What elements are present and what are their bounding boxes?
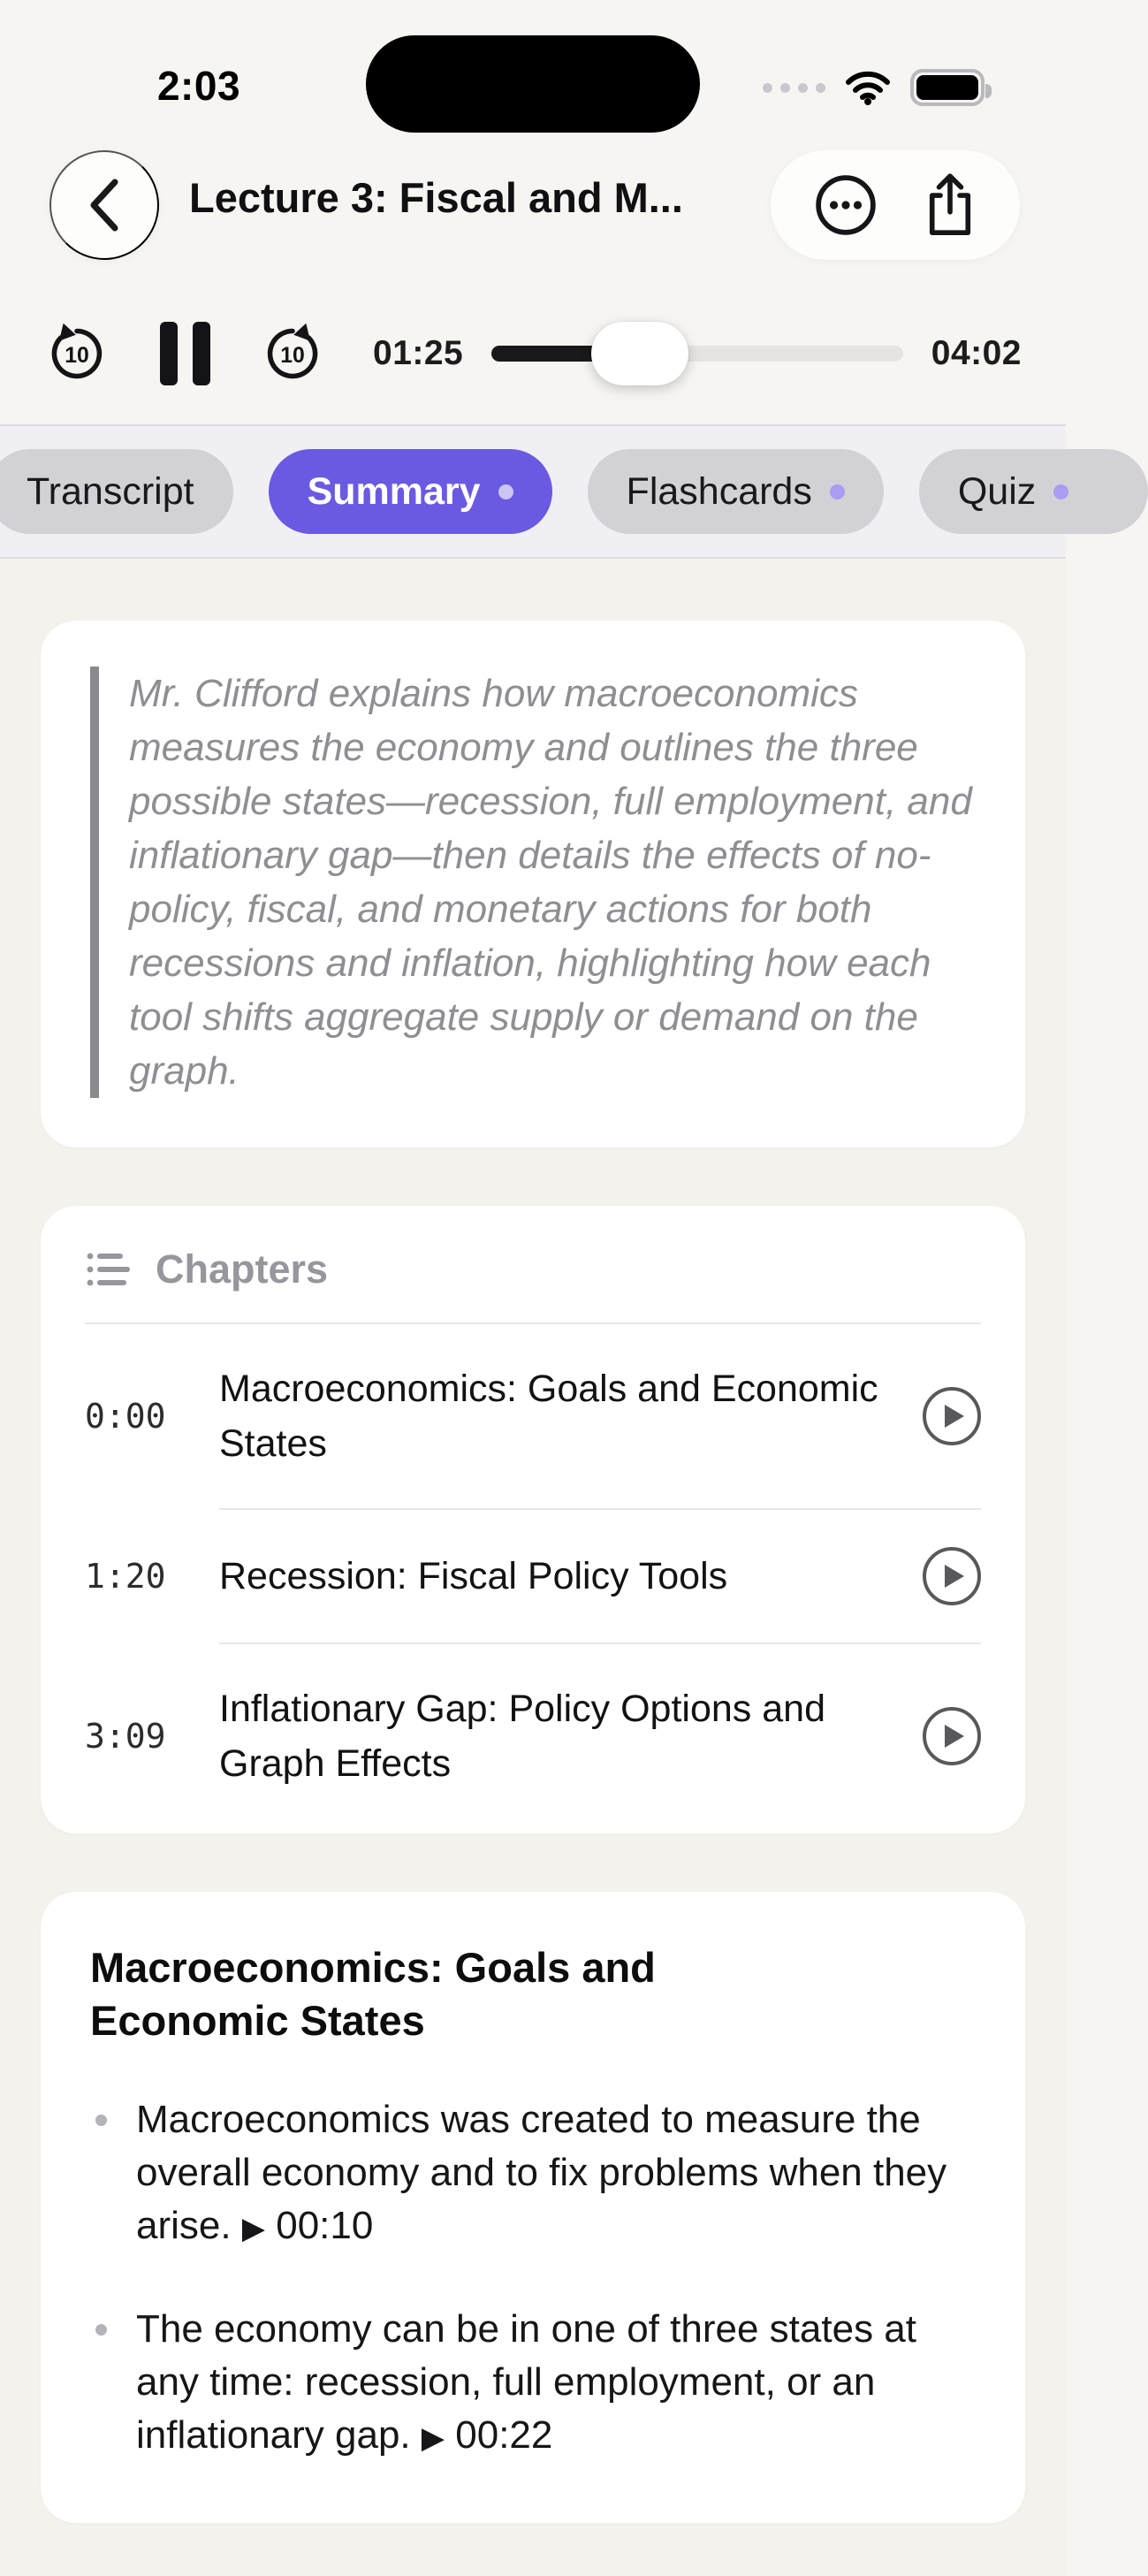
play-icon: ▶ (421, 2421, 445, 2455)
header-actions (771, 150, 1020, 260)
forward-10-icon (262, 323, 323, 385)
timestamp: 00:22 (455, 2413, 553, 2457)
bullet-list (90, 2093, 976, 2465)
chapter-time: 1:20 (85, 1557, 166, 1596)
skip-back-10-button[interactable] (46, 323, 108, 385)
chapters-header (85, 1246, 981, 1324)
chapter-summary-card (41, 1892, 1025, 2523)
tab-bar (0, 424, 1066, 559)
page-title: Lecture 3: Fiscal and M... (189, 174, 683, 221)
timestamp: 00:10 (276, 2204, 374, 2247)
summary-quote-card (41, 621, 1025, 1147)
tab-summary[interactable] (269, 449, 552, 534)
chapter-play-button[interactable] (923, 1387, 981, 1445)
play-icon (945, 1725, 964, 1748)
timestamp-link[interactable] (242, 2204, 374, 2247)
unread-dot (498, 484, 513, 499)
status-indicators (763, 69, 985, 106)
bullet-text: Macroeconomics was created to measure the overall economy and to fix problems when they arise. (136, 2098, 947, 2247)
skip-forward-10-button[interactable] (262, 323, 323, 385)
tab-quiz[interactable] (919, 449, 1148, 534)
list-icon (85, 1249, 133, 1290)
timestamp-link[interactable] (422, 2413, 553, 2457)
seek-track (491, 346, 903, 362)
unread-dot (1053, 484, 1068, 499)
tab-label: Flashcards (626, 469, 812, 513)
chapter-time: 0:00 (85, 1397, 166, 1436)
dynamic-island (366, 35, 700, 133)
chevron-left-icon (85, 177, 124, 233)
header (0, 150, 1066, 283)
chapters-card (41, 1206, 1025, 1833)
pause-button[interactable] (159, 322, 210, 385)
play-icon (945, 1405, 964, 1428)
chapter-title: Recession: Fiscal Policy Tools (219, 1555, 728, 1597)
summary-quote-text: Mr. Clifford explains how macroeconomics measures the economy and outlines the three possible states—recession, full employment, and inflationary gap—then details the effects of no-policy, fiscal, and monetary actions for both recessions and inflation, highlighting how each tool shifts aggregate supply or demand on the graph. (90, 667, 974, 1098)
tab-label: Summary (307, 469, 481, 513)
seek-thumb[interactable] (591, 322, 688, 385)
seek-bar[interactable] (491, 322, 903, 385)
bullet-item (90, 2303, 976, 2465)
play-icon (945, 1565, 964, 1588)
audio-player (0, 283, 1066, 424)
chapter-title: Inflationary Gap: Policy Options and Graph Effects (219, 1688, 825, 1785)
share-icon (922, 171, 978, 240)
chapter-title: Macroeconomics: Goals and Economic States (219, 1368, 878, 1465)
current-time: 01:25 (373, 334, 464, 372)
status-time: 2:03 (156, 63, 241, 109)
chapter-row[interactable] (85, 1510, 981, 1642)
status-bar (0, 0, 1066, 150)
chapter-play-button[interactable] (923, 1547, 981, 1605)
chapters-title: Chapters (156, 1246, 329, 1292)
chapter-row[interactable] (85, 1324, 981, 1508)
chapter-play-button[interactable] (923, 1707, 981, 1765)
tab-transcript[interactable] (0, 449, 233, 534)
tab-label: Transcript (27, 469, 194, 513)
summary-panel (0, 559, 1066, 2576)
bullet-item (90, 2093, 976, 2255)
svg-text:10: 10 (280, 344, 305, 369)
bullet-text: The economy can be in one of three states at any time: recession, full employment, or an inflationary gap. (136, 2307, 916, 2457)
share-button[interactable] (922, 171, 978, 240)
rewind-10-icon (46, 323, 108, 385)
chapter-time: 3:09 (85, 1717, 166, 1756)
back-button[interactable] (49, 150, 159, 260)
section-heading: Macroeconomics: Goals and Economic States (90, 1944, 656, 2044)
play-icon: ▶ (241, 2212, 265, 2245)
wifi-icon (845, 70, 891, 105)
cellular-signal-icon (763, 83, 825, 93)
more-options-button[interactable] (812, 171, 879, 239)
unread-dot (830, 484, 845, 499)
tab-flashcards[interactable] (588, 449, 884, 534)
ellipsis-circle-icon (812, 171, 879, 239)
tab-label: Quiz (957, 469, 1037, 513)
svg-text:10: 10 (65, 344, 89, 369)
battery-icon (910, 69, 985, 106)
total-time: 04:02 (931, 334, 1022, 372)
chapter-row[interactable] (85, 1644, 981, 1828)
